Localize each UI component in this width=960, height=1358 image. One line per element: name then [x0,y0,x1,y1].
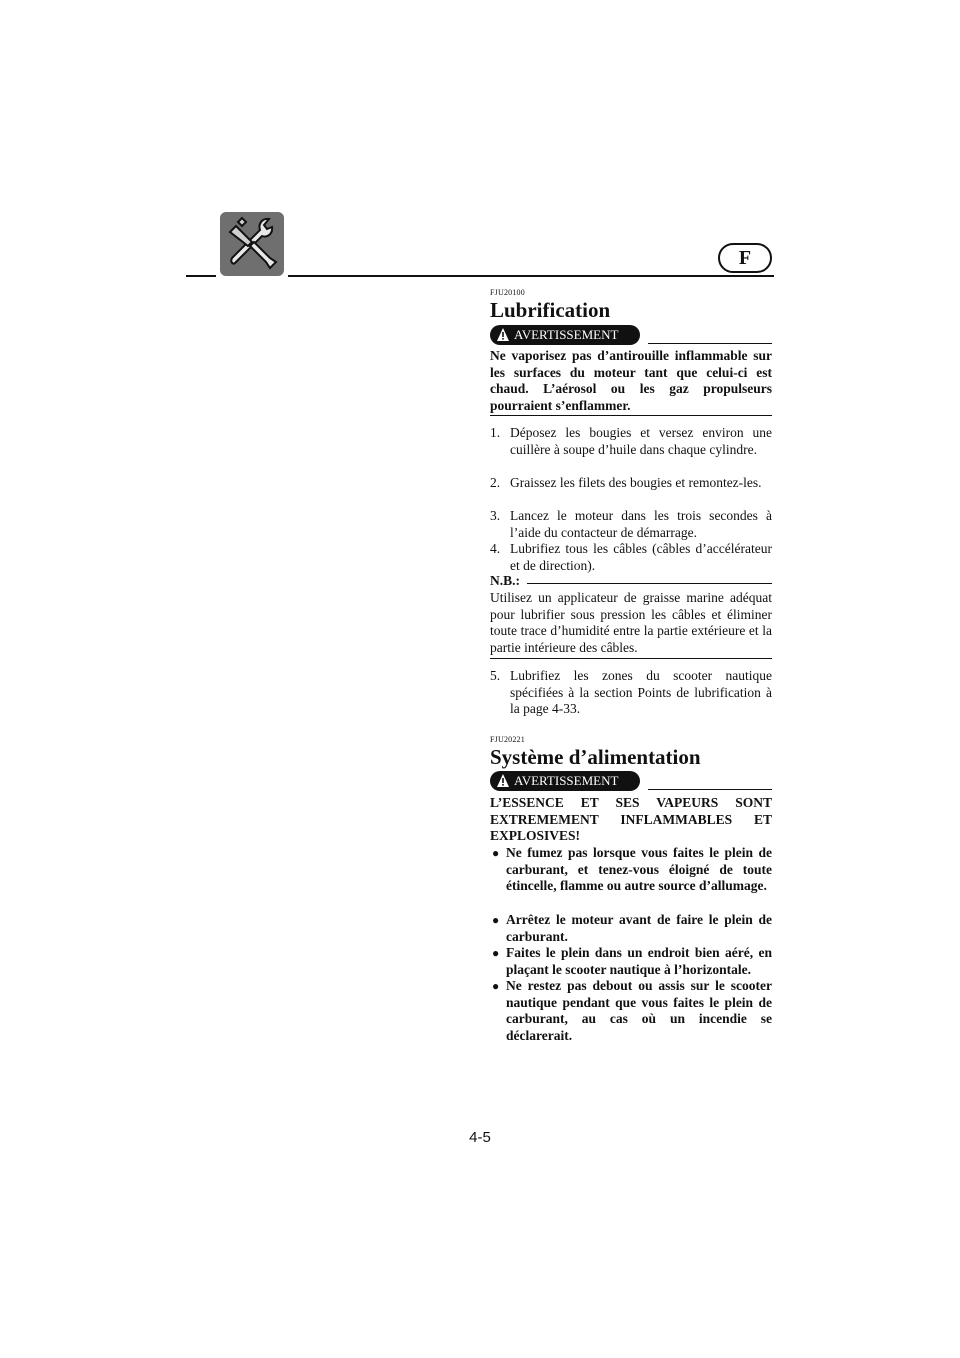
step-item [490,541,772,574]
bullet-text: Faites le plein dans un endroit bien aéré, en plaçant le scooter nautique à l’horizontale. [506,945,772,977]
language-badge: F [718,243,772,273]
warning-triangle-icon [496,773,510,788]
bullet-text: Ne fumez pas lorsque vous faites le plein de carburant, et tenez-vous éloigné de toute étincelle, flamme ou autre source d’allumage. [506,845,772,893]
bullet-icon: ● [492,979,500,993]
bullet-text: Arrêtez le moteur avant de faire le plein de carburant. [506,912,772,944]
warning-badge [490,325,640,345]
step-text: Lancez le moteur dans les trois secondes à l’aide du contacteur de démarrage. [510,508,772,540]
warning-label: AVERTISSEMENT [514,327,619,342]
warning-bullet [490,912,772,945]
warning-bullet [490,845,772,895]
note-label: N.B.: [490,573,520,588]
warning-intro: L’ESSENCE ET SES VAPEURS SONT EXTREMEMENT INFLAMMABLES ET EXPLOSIVES! [490,795,772,843]
step-number: 1. [490,425,501,440]
note-rule-bottom [490,658,772,659]
note-text: Utilisez un applicateur de graisse marine adéquat pour lubrifier sous pression les câbles et éliminer toute trace d’humidité entre la partie extérieure et la partie intérieure des câbles. [490,590,772,655]
bullet-icon: ● [492,913,500,927]
step-text: Lubrifiez tous les câbles (câbles d’accélérateur et de direction). [510,541,772,573]
step-item [490,668,772,718]
step-item [490,508,772,541]
warning-rule-top [648,789,772,790]
warning-label: AVERTISSEMENT [514,773,619,788]
step-item [490,425,772,458]
step-number: 3. [490,508,501,523]
warning-triangle-icon [496,327,510,342]
section-code: FJU20100 [490,288,525,297]
bullet-icon: ● [492,846,500,860]
warning-rule-bottom [490,415,772,416]
warning-bullet [490,945,772,978]
section-title: Système d’alimentation [490,745,701,769]
warning-badge [490,771,640,791]
step-text: Lubrifiez les zones du scooter nautique spécifiées à la section Points de lubrification à la page 4-33. [510,668,772,716]
step-number: 4. [490,541,501,556]
step-text: Déposez les bougies et versez environ une cuillère à soupe d’huile dans chaque cylindre. [510,425,772,457]
warning-rule-top [648,343,772,344]
wrench-screwdriver-icon [220,212,284,276]
warning-text: Ne vaporisez pas d’antirouille inflammable sur les surfaces du moteur tant que celui-ci est chaud. L’aérosol ou les gaz propulseurs pourraient s’enflammer. [490,348,772,413]
step-text: Graissez les filets des bougies et remontez-les. [510,475,762,490]
step-number: 5. [490,668,501,683]
header-rule-left [186,275,216,277]
step-number: 2. [490,475,501,490]
step-item [490,475,772,492]
warning-bullet [490,978,772,1044]
page-number: 4-5 [469,1129,491,1146]
bullet-icon: ● [492,946,500,960]
bullet-text: Ne restez pas debout ou assis sur le scooter nautique pendant que vous faites le plein de carburant, au cas où un incendie se déclarerait. [506,978,772,1043]
section-code: FJU20221 [490,735,525,744]
note-rule-top [527,583,772,584]
header-rule-right [288,275,774,277]
section-title: Lubrification [490,298,611,322]
